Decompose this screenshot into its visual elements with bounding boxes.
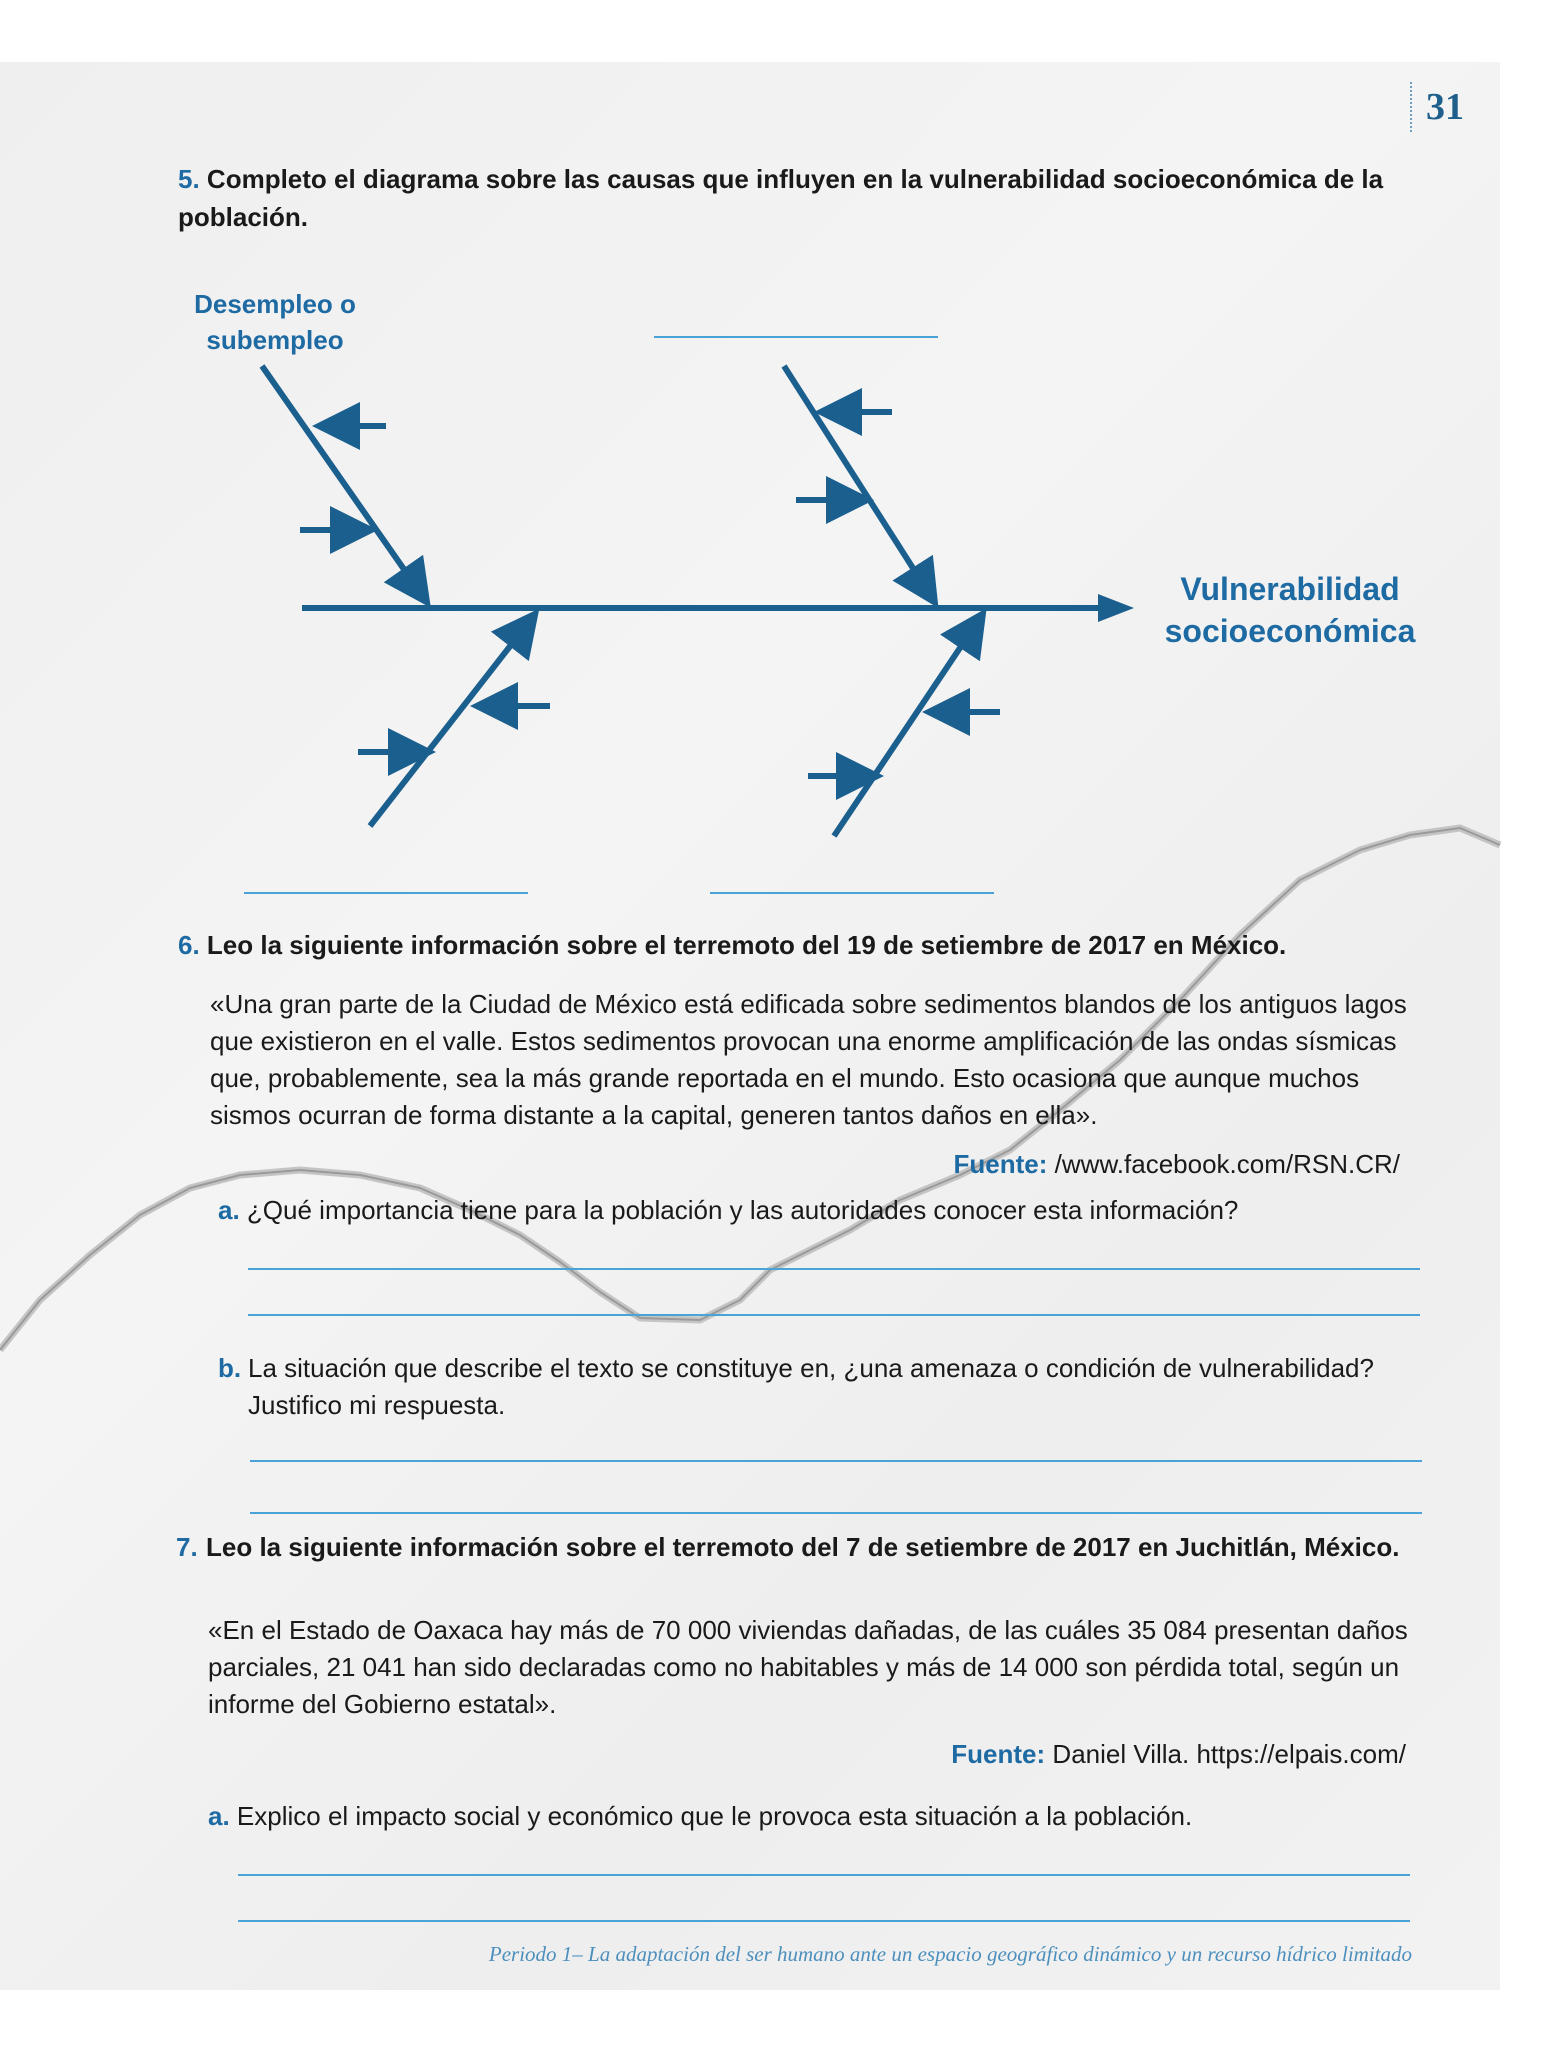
- question-7a-text: Explico el impacto social y económico que le provoca esta situación a la población.: [236, 1801, 1193, 1831]
- answer-line-6a-1[interactable]: [248, 1268, 1420, 1270]
- answer-line-7a-1[interactable]: [238, 1874, 1410, 1876]
- bone-bottom-right: [834, 618, 980, 836]
- question-7-quote: «En el Estado de Oaxaca hay más de 70 000 viviendas dañadas, de las cuáles 35 084 presentan daños parciales, 21 041 han sido declaradas como no habitables y más de 14 000 son pérdida total, según un informe del Gobierno estatal».: [208, 1615, 1408, 1719]
- question-5-text: Completo el diagrama sobre las causas que influyen en la vulnerabilidad socioeconómica de la población.: [178, 164, 1384, 232]
- question-6b-letter: b.: [218, 1353, 242, 1383]
- question-6-text: Leo la siguiente información sobre el terremoto del 19 de setiembre de 2017 en México.: [206, 930, 1287, 960]
- page-number: 31: [1410, 82, 1490, 132]
- question-6b: [218, 1350, 1468, 1424]
- answer-line-6a-2[interactable]: [248, 1314, 1420, 1316]
- question-5-number: 5.: [178, 164, 200, 194]
- spine-arrowhead: [1098, 594, 1134, 622]
- question-7: [176, 1528, 1438, 1566]
- bone-bottom-left: [370, 618, 532, 826]
- question-6b-text: La situación que describe el texto se constituye en, ¿una amenaza o condición de vulnerabilidad? Justifico mi respuesta.: [248, 1353, 1374, 1420]
- question-6-source-text: /www.facebook.com/RSN.CR/: [1054, 1149, 1400, 1179]
- bone-top-left: [262, 366, 424, 598]
- question-7-source-label: Fuente:: [951, 1739, 1046, 1769]
- answer-line-6b-2[interactable]: [250, 1512, 1422, 1514]
- question-6-number: 6.: [178, 930, 200, 960]
- question-6-quote: «Una gran parte de la Ciudad de México está edificada sobre sedimentos blandos de los antiguos lagos que existieron en el valle. Estos sedimentos provocan una enorme amplificación de las ondas sísmicas que, probablemente, sea la más grande reportada en el mundo. Esto ocasiona que aunque muchos sismos ocurran de forma distante a la capital, generen tantos daños en ella».: [210, 989, 1407, 1130]
- question-7-number: 7.: [176, 1532, 198, 1562]
- question-6-source: [700, 1146, 1400, 1182]
- cause-blank-bottom-right[interactable]: [710, 892, 994, 894]
- question-6: [178, 926, 1418, 964]
- question-6-source-label: Fuente:: [953, 1149, 1048, 1179]
- bone-top-right: [784, 366, 932, 598]
- question-6a-text: ¿Qué importancia tiene para la población y las autoridades conocer esta información?: [246, 1195, 1239, 1225]
- answer-line-6b-1[interactable]: [250, 1460, 1422, 1462]
- question-7a: [208, 1798, 1418, 1835]
- question-7a-letter: a.: [208, 1801, 230, 1831]
- page-footer: Periodo 1– La adaptación del ser humano ante un espacio geográfico dinámico y un recurso hídrico limitado: [488, 1942, 1412, 1966]
- question-7-source-text: Daniel Villa. https://elpais.com/: [1052, 1739, 1406, 1769]
- cause-label-desempleo: Desempleo o subempleo: [194, 289, 356, 355]
- cause-blank-top-right[interactable]: [654, 336, 938, 338]
- effect-label: Vulnerabilidad socioeconómica: [1164, 571, 1416, 649]
- question-6a-letter: a.: [218, 1195, 240, 1225]
- question-7-text: Leo la siguiente información sobre el terremoto del 7 de setiembre de 2017 en Juchitlán, México.: [206, 1532, 1400, 1562]
- answer-line-7a-2[interactable]: [238, 1920, 1410, 1922]
- question-6a: [218, 1192, 1428, 1229]
- cause-blank-bottom-left[interactable]: [244, 892, 528, 894]
- question-7-source: [700, 1736, 1406, 1772]
